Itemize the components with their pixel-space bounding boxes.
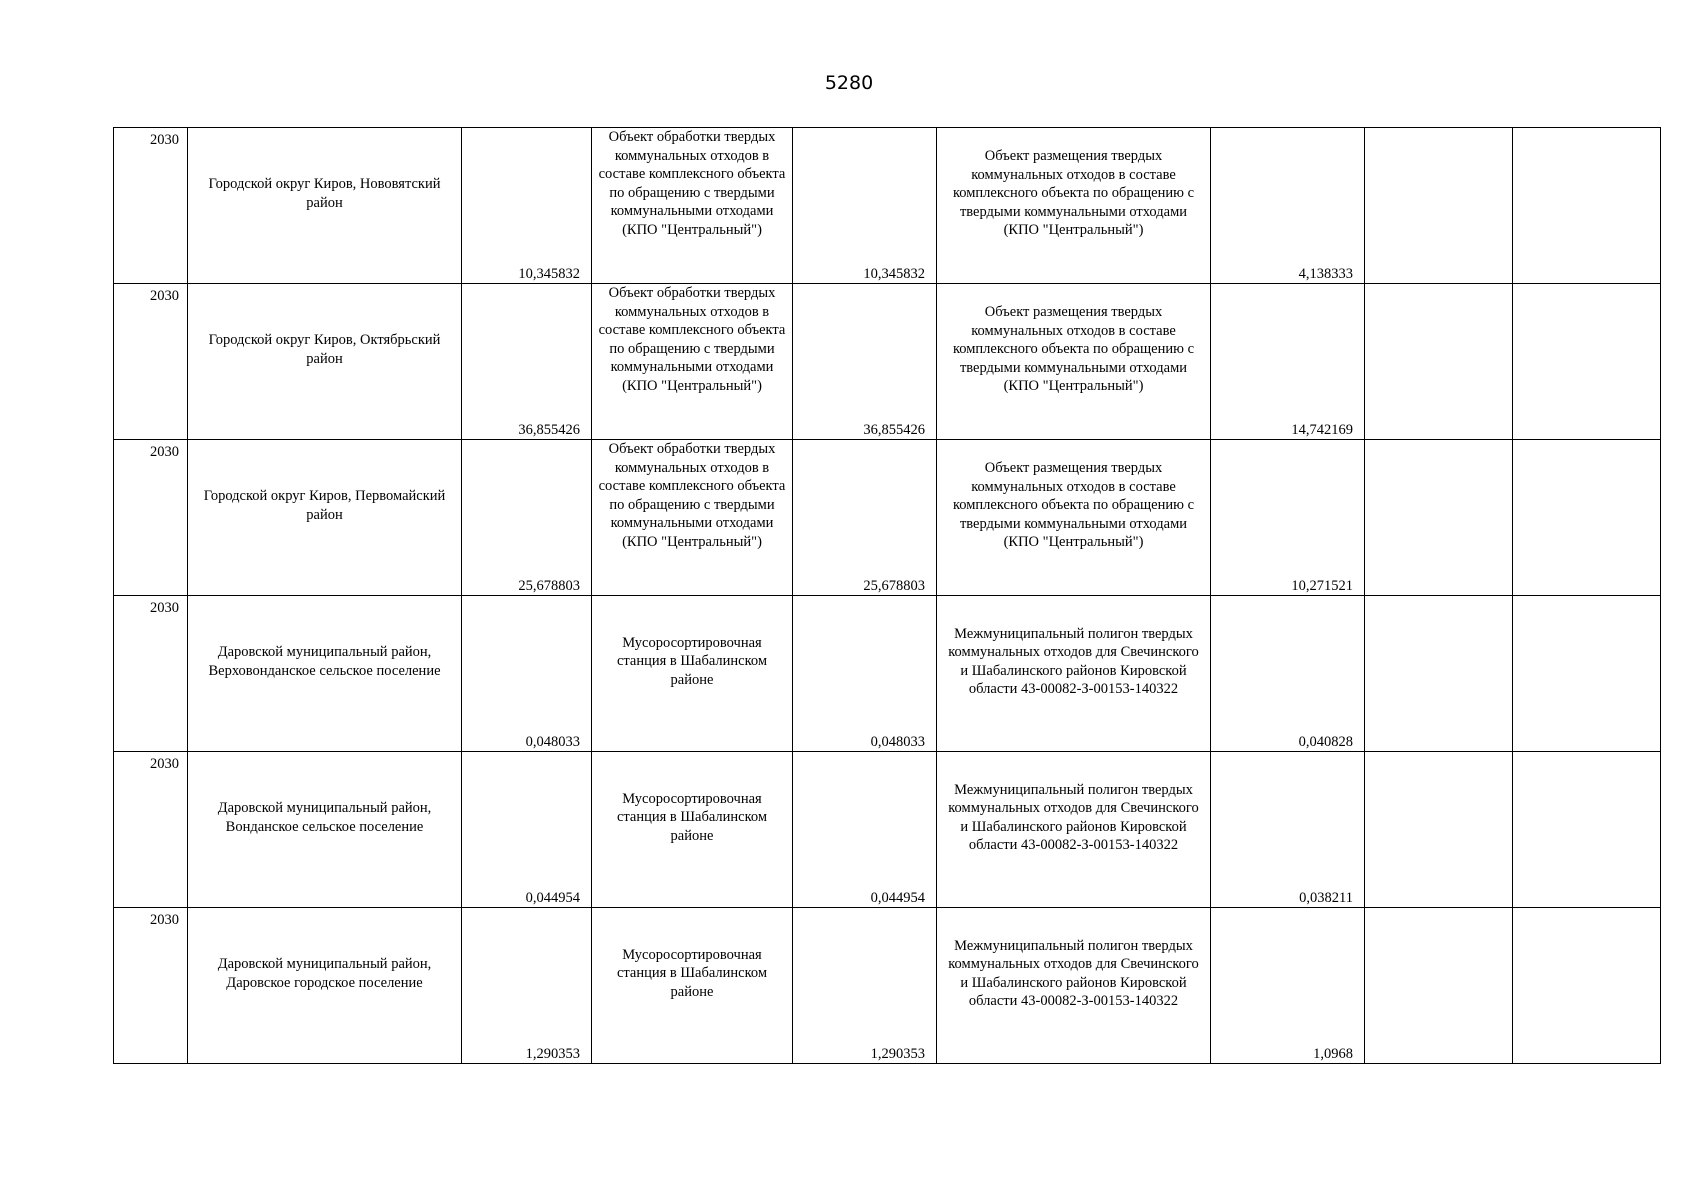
processing-object-text: Объект обработки твердых коммунальных отходов в составе комплексного объекта по обращению с твердыми коммунальными отходами (КПО "Центральный") — [598, 129, 786, 238]
mass-generated-text: 10,345832 — [518, 265, 580, 282]
processing-object-cell — [592, 752, 793, 908]
mass-processed-cell — [793, 284, 937, 440]
mass-disposed-cell — [1211, 596, 1365, 752]
empty-cell — [1365, 284, 1513, 440]
disposal-object-text: Межмуниципальный полигон твердых коммунальных отходов для Свечинского и Шабалинского районов Кировской области 43-00082-З-00153-140322 — [948, 781, 1199, 853]
table-row — [114, 128, 1661, 284]
mass-processed-cell — [793, 440, 937, 596]
year-text: 2030 — [150, 912, 179, 928]
disposal-object-cell — [937, 596, 1211, 752]
empty-cell — [1513, 440, 1661, 596]
territory-text: Городской округ Киров, Нововятский район — [208, 176, 441, 211]
mass-disposed-text: 0,038211 — [1299, 889, 1353, 906]
territory-text: Городской округ Киров, Октябрьский район — [208, 332, 441, 367]
year-cell — [114, 908, 188, 1064]
territory-text: Даровской муниципальный район, Вонданское сельское поселение — [217, 800, 432, 835]
territory-cell — [188, 752, 462, 908]
mass-disposed-cell — [1211, 440, 1365, 596]
processing-object-text: Мусоросортировочная станция в Шабалинском районе — [616, 946, 768, 1000]
mass-generated-text: 36,855426 — [518, 421, 580, 438]
mass-processed-text: 0,048033 — [870, 733, 925, 750]
empty-cell — [1513, 752, 1661, 908]
mass-disposed-cell — [1211, 752, 1365, 908]
processing-object-text: Мусоросортировочная станция в Шабалинском районе — [616, 790, 768, 844]
disposal-object-text: Объект размещения твердых коммунальных отходов в составе комплексного объекта по обращению с твердыми коммунальными отходами (КПО "Центральный") — [952, 148, 1195, 239]
table-row — [114, 908, 1661, 1064]
mass-disposed-cell — [1211, 284, 1365, 440]
territory-cell — [188, 284, 462, 440]
territory-cell — [188, 128, 462, 284]
mass-generated-cell — [462, 752, 592, 908]
disposal-object-text: Межмуниципальный полигон твердых коммунальных отходов для Свечинского и Шабалинского районов Кировской области 43-00082-З-00153-140322 — [948, 625, 1199, 697]
mass-disposed-text: 10,271521 — [1291, 577, 1353, 594]
year-cell — [114, 284, 188, 440]
year-cell — [114, 440, 188, 596]
processing-object-cell — [592, 284, 793, 440]
mass-processed-cell — [793, 128, 937, 284]
mass-disposed-text: 4,138333 — [1298, 265, 1353, 282]
processing-object-text: Объект обработки твердых коммунальных отходов в составе комплексного объекта по обращению с твердыми коммунальными отходами (КПО "Центральный") — [598, 441, 786, 550]
territory-text: Даровской муниципальный район, Верховонданское сельское поселение — [208, 644, 441, 679]
mass-processed-text: 10,345832 — [863, 265, 925, 282]
disposal-object-cell — [937, 128, 1211, 284]
empty-cell — [1513, 908, 1661, 1064]
empty-cell — [1513, 128, 1661, 284]
disposal-object-cell — [937, 752, 1211, 908]
territory-text: Даровской муниципальный район, Даровское городское поселение — [217, 956, 432, 991]
year-cell — [114, 596, 188, 752]
table-row — [114, 752, 1661, 908]
mass-generated-text: 1,290353 — [525, 1045, 580, 1062]
processing-object-text: Мусоросортировочная станция в Шабалинском районе — [616, 634, 768, 688]
empty-cell — [1513, 284, 1661, 440]
mass-generated-cell — [462, 908, 592, 1064]
empty-cell — [1365, 752, 1513, 908]
processing-object-cell — [592, 908, 793, 1064]
processing-object-cell — [592, 128, 793, 284]
year-cell — [114, 128, 188, 284]
year-text: 2030 — [150, 600, 179, 616]
mass-disposed-cell — [1211, 128, 1365, 284]
empty-cell — [1365, 440, 1513, 596]
processing-object-cell — [592, 596, 793, 752]
mass-processed-text: 1,290353 — [870, 1045, 925, 1062]
mass-processed-text: 36,855426 — [863, 421, 925, 438]
table-row — [114, 440, 1661, 596]
territory-cell — [188, 908, 462, 1064]
mass-disposed-text: 0,040828 — [1298, 733, 1353, 750]
table-row — [114, 284, 1661, 440]
disposal-object-cell — [937, 284, 1211, 440]
mass-processed-cell — [793, 908, 937, 1064]
territory-text: Городской округ Киров, Первомайский район — [203, 488, 446, 523]
year-text: 2030 — [150, 288, 179, 304]
mass-processed-cell — [793, 752, 937, 908]
mass-generated-text: 25,678803 — [518, 577, 580, 594]
mass-generated-cell — [462, 596, 592, 752]
mass-processed-text: 25,678803 — [863, 577, 925, 594]
empty-cell — [1365, 908, 1513, 1064]
mass-disposed-cell — [1211, 908, 1365, 1064]
year-text: 2030 — [150, 132, 179, 148]
table-row — [114, 596, 1661, 752]
mass-disposed-text: 1,0968 — [1313, 1045, 1353, 1062]
disposal-object-text: Объект размещения твердых коммунальных отходов в составе комплексного объекта по обращению с твердыми коммунальными отходами (КПО "Центральный") — [952, 304, 1195, 395]
disposal-object-text: Межмуниципальный полигон твердых коммунальных отходов для Свечинского и Шабалинского районов Кировской области 43-00082-З-00153-140322 — [948, 937, 1199, 1009]
mass-generated-text: 0,048033 — [525, 733, 580, 750]
territory-cell — [188, 596, 462, 752]
year-text: 2030 — [150, 444, 179, 460]
mass-processed-text: 0,044954 — [870, 889, 925, 906]
territory-cell — [188, 440, 462, 596]
mass-generated-text: 0,044954 — [525, 889, 580, 906]
disposal-object-text: Объект размещения твердых коммунальных отходов в составе комплексного объекта по обращению с твердыми коммунальными отходами (КПО "Центральный") — [952, 460, 1195, 551]
mass-generated-cell — [462, 128, 592, 284]
year-text: 2030 — [150, 756, 179, 772]
disposal-object-cell — [937, 908, 1211, 1064]
year-cell — [114, 752, 188, 908]
empty-cell — [1365, 128, 1513, 284]
mass-generated-cell — [462, 440, 592, 596]
mass-generated-cell — [462, 284, 592, 440]
processing-object-text: Объект обработки твердых коммунальных отходов в составе комплексного объекта по обращению с твердыми коммунальными отходами (КПО "Центральный") — [598, 285, 786, 394]
processing-object-cell — [592, 440, 793, 596]
empty-cell — [1365, 596, 1513, 752]
mass-disposed-text: 14,742169 — [1291, 421, 1353, 438]
page-number: 5280 — [824, 72, 874, 94]
empty-cell — [1513, 596, 1661, 752]
disposal-object-cell — [937, 440, 1211, 596]
mass-processed-cell — [793, 596, 937, 752]
waste-flow-table — [113, 127, 1661, 1064]
